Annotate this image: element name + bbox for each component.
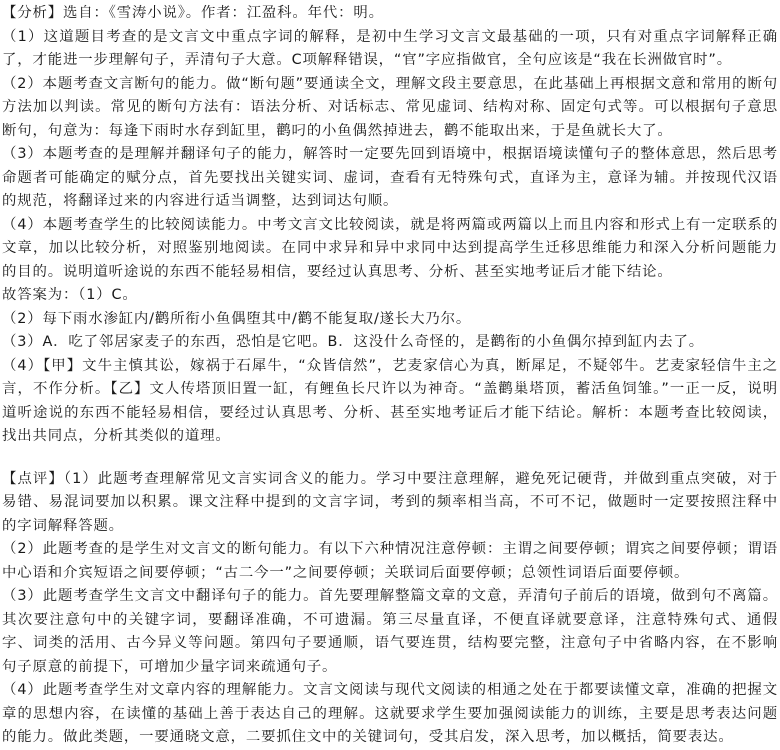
comment-point-3: （3）此题考查学生文言文中翻译句子的能力。首先要理解整篇文章的文意，弄清句子前后的语境，做到句不离篇。其次要注意句中的关键字词，要翻译准确，不可遗漏。第三尽量直译，不便直译就要意译，注意特殊句式、通假字、词类的活用、古今异义等问题。第四句子要通顺，语气要连贯，结构要完整，注意句子中省略内容，在不影响句子原意的前提下，可增加少量字词来疏通句子。 <box>2 588 778 675</box>
comment-point-2: （2）此题考查的是学生对文言文的断句能力。有以下六种情况注意停顿：主谓之间要停顿；谓宾之间要停顿；谓语中心语和介宾短语之间要停顿；“古二今一”之间要停顿；关联词后面要停顿；总领性词语后面要停顿。 <box>2 541 778 581</box>
analysis-point-4: （4）本题考查学生的比较阅读能力。中考文言文比较阅读，就是将两篇或两篇以上而且内容和形式上有一定联系的文章，加以比较分析，对照鉴别地阅读。在同中求异和异中求同中达到提高学生迁移思维能力和深入分析问题能力的目的。说明道听途说的东西不能轻易相信，要经过认真思考、分析、甚至实地考证后才能下结论。 <box>2 216 778 280</box>
answer-1: 故答案为：（1）C。 <box>2 287 138 303</box>
answer-2: （2）每下雨水渗缸内/鹳所衔小鱼偶堕其中/鹳不能复取/遂长大乃尔。 <box>2 310 472 327</box>
answer-4: （4）【甲】文牛主慎其讼，嫁祸于石犀牛，“众皆信然”，艺麦家信心为真，断犀足，不疑邻牛。艺麦家轻信牛主之言，不作分析。【乙】文人传塔顶旧置一缸，有鲤鱼长尺许以为神奇。“盖鹳巢塔顶，蓄活鱼饲雏。”一正一反，说明道听途说的东西不能轻易相信，要经过认真思考、分析、甚至实地考证后才能下结论。解析：本题考查比较阅读，找出共同点，分析其类似的道理。 <box>2 357 778 444</box>
analysis-point-1: （1）这道题目考查的是文言文中重点字词的解释，是初中生学习文言文最基础的一项，只有对重点字词解释正确了，才能进一步理解句子，弄清句子大意。C项解释错误，“官”字应指做官，全句应该是“我在长洲做官时”。 <box>2 28 778 68</box>
analysis-heading-paragraph: 【分析】选自：《雪涛小说》。作者：江盈科。年代：明。 <box>2 5 384 21</box>
analysis-point-2: （2）本题考查文言断句的能力。做“断句题”要通读全文，理解文段主要意思，在此基础上再根据文意和常用的断句方法加以判读。常见的断句方法有：语法分析、对话标志、常见虚词、结构对称、固定句式等。可以根据句子意思断句，句意为：每逢下雨时水存到缸里，鹳叼的小鱼偶然掉进去，鹳不能取出来，于是鱼就长大了。 <box>2 75 778 139</box>
analysis-point-3: （3）本题考查的是理解并翻译句子的能力，解答时一定要先回到语境中，根据语境读懂句子的整体意思，然后思考命题者可能确定的赋分点，首先要找出关键实词、虚词，查看有无特殊句式，直译为主，意译为辅。并按现代汉语的规范，将翻译过来的内容进行适当调整，达到词达句顺。 <box>2 146 778 209</box>
section-spacer <box>2 449 778 468</box>
answer-3: （3）A．吃了邻居家麦子的东西，恐怕是它吧。B．这没什么奇怪的，是鹳衔的小鱼偶尔掉到缸内去了。 <box>2 334 705 350</box>
comment-point-1: 【点评】（1）此题考查理解常见文言实词含义的能力。学习中要注意理解，避免死记硬背，并做到重点突破，对于易错、易混词要加以积累。课文注释中提到的文言字词，考到的频率相当高，不可不记，做题时一定要按照注释中的字词解释答题。 <box>2 470 778 534</box>
comment-point-4: （4）此题考查学生对文章内容的理解能力。文言文阅读与现代文阅读的相通之处在于都要读懂文章，准确的把握文章的思想内容，在读懂的基础上善于表达自己的理解。这就要求学生要加强阅读能力的训练，主要是思考表达问题的能力。做此类题，一要通晓文意，二要抓住文中的关键词句，受其启发，深入思考，加以概括，简要表达。 <box>2 682 778 745</box>
